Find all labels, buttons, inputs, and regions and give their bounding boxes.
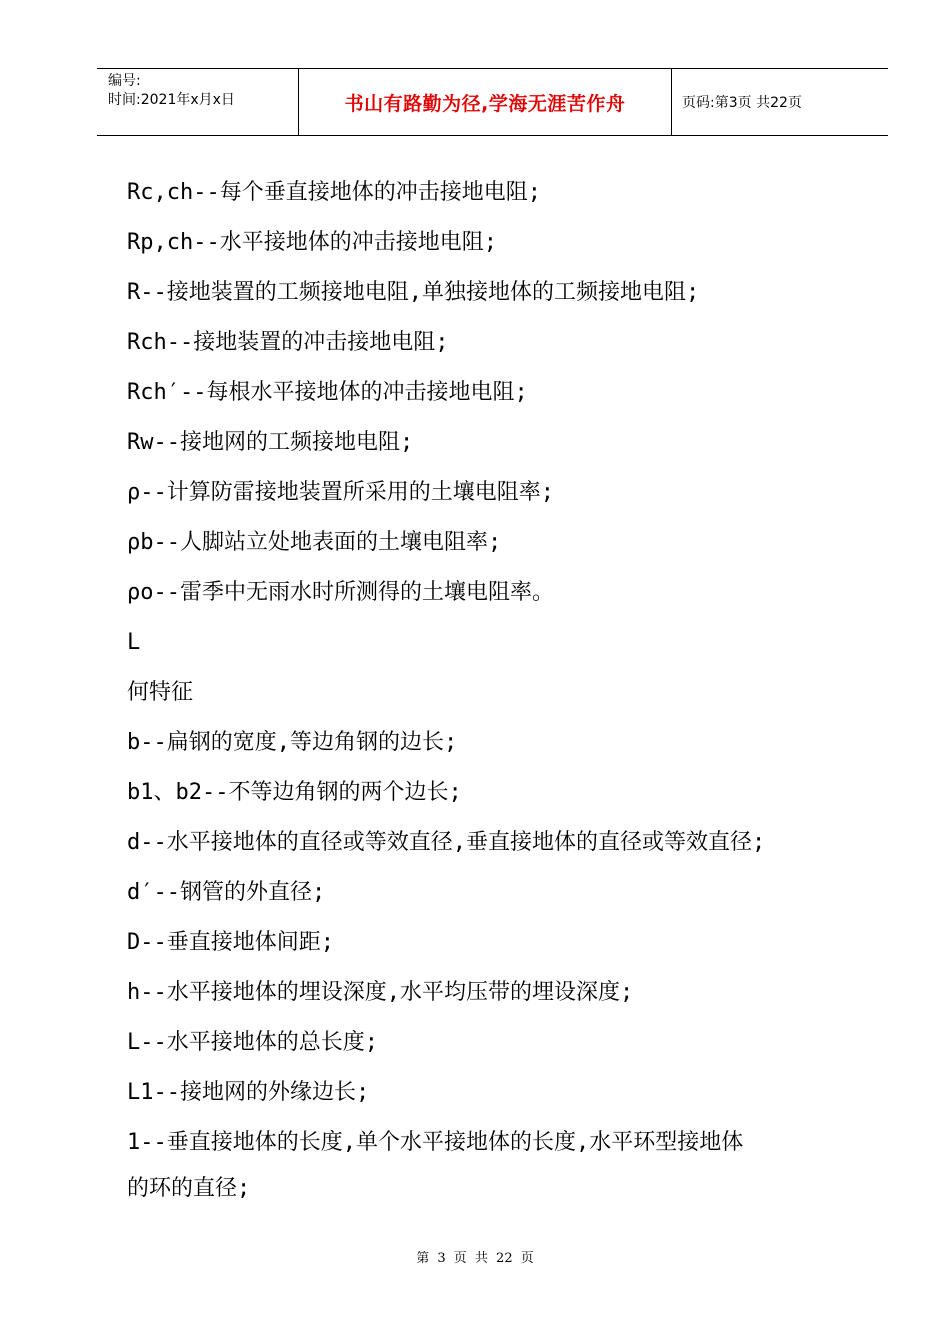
text-line: Rch′--每根水平接地体的冲击接地电阻; bbox=[127, 380, 528, 405]
footer-page-number: 第 3 页 共 22 页 bbox=[416, 1251, 534, 1266]
header-meta bbox=[97, 69, 299, 135]
text-line: Rw--接地网的工频接地电阻; bbox=[127, 430, 414, 455]
text-line: Rc,ch--每个垂直接地体的冲击接地电阻; bbox=[127, 180, 541, 205]
page-footer bbox=[0, 1247, 950, 1266]
text-line: 1--垂直接地体的长度,单个水平接地体的长度,水平环型接地体 bbox=[127, 1130, 744, 1155]
document-body bbox=[127, 168, 872, 1214]
header-page-cell bbox=[672, 69, 888, 135]
header-motto-cell bbox=[299, 69, 672, 135]
text-line: L bbox=[127, 630, 141, 655]
text-line: h--水平接地体的埋设深度,水平均压带的埋设深度; bbox=[127, 980, 634, 1005]
time-label: 时间:2021年x月x日 bbox=[108, 92, 235, 108]
text-line: L--水平接地体的总长度; bbox=[127, 1030, 378, 1055]
text-line: ρb--人脚站立处地表面的土壤电阻率; bbox=[127, 530, 502, 555]
page-header bbox=[97, 68, 888, 136]
text-line: D--垂直接地体间距; bbox=[127, 930, 334, 955]
doc-number-label: 编号: bbox=[108, 73, 141, 89]
text-line: b--扁钢的宽度,等边角钢的边长; bbox=[127, 730, 458, 755]
text-line: ρo--雷季中无雨水时所测得的土壤电阻率。 bbox=[127, 580, 554, 605]
text-line: ρ--计算防雷接地装置所采用的土壤电阻率; bbox=[127, 480, 554, 505]
header-motto: 书山有路勤为径,学海无涯苦作舟 bbox=[344, 92, 626, 115]
text-line: d--水平接地体的直径或等效直径,垂直接地体的直径或等效直径; bbox=[127, 830, 766, 855]
text-line: b1、b2--不等边角钢的两个边长; bbox=[127, 780, 462, 805]
text-line: R--接地装置的工频接地电阻,单独接地体的工频接地电阻; bbox=[127, 280, 700, 305]
text-line: Rch--接地装置的冲击接地电阻; bbox=[127, 330, 449, 355]
text-line: L1--接地网的外缘边长; bbox=[127, 1080, 370, 1105]
text-line: 何特征 bbox=[127, 680, 194, 705]
text-line: d′--钢管的外直径; bbox=[127, 880, 326, 905]
text-line-continuation: 的环的直径; bbox=[127, 1176, 251, 1201]
header-page-info: 页码:第3页 共22页 bbox=[682, 95, 802, 111]
text-line: Rp,ch--水平接地体的冲击接地电阻; bbox=[127, 230, 497, 255]
